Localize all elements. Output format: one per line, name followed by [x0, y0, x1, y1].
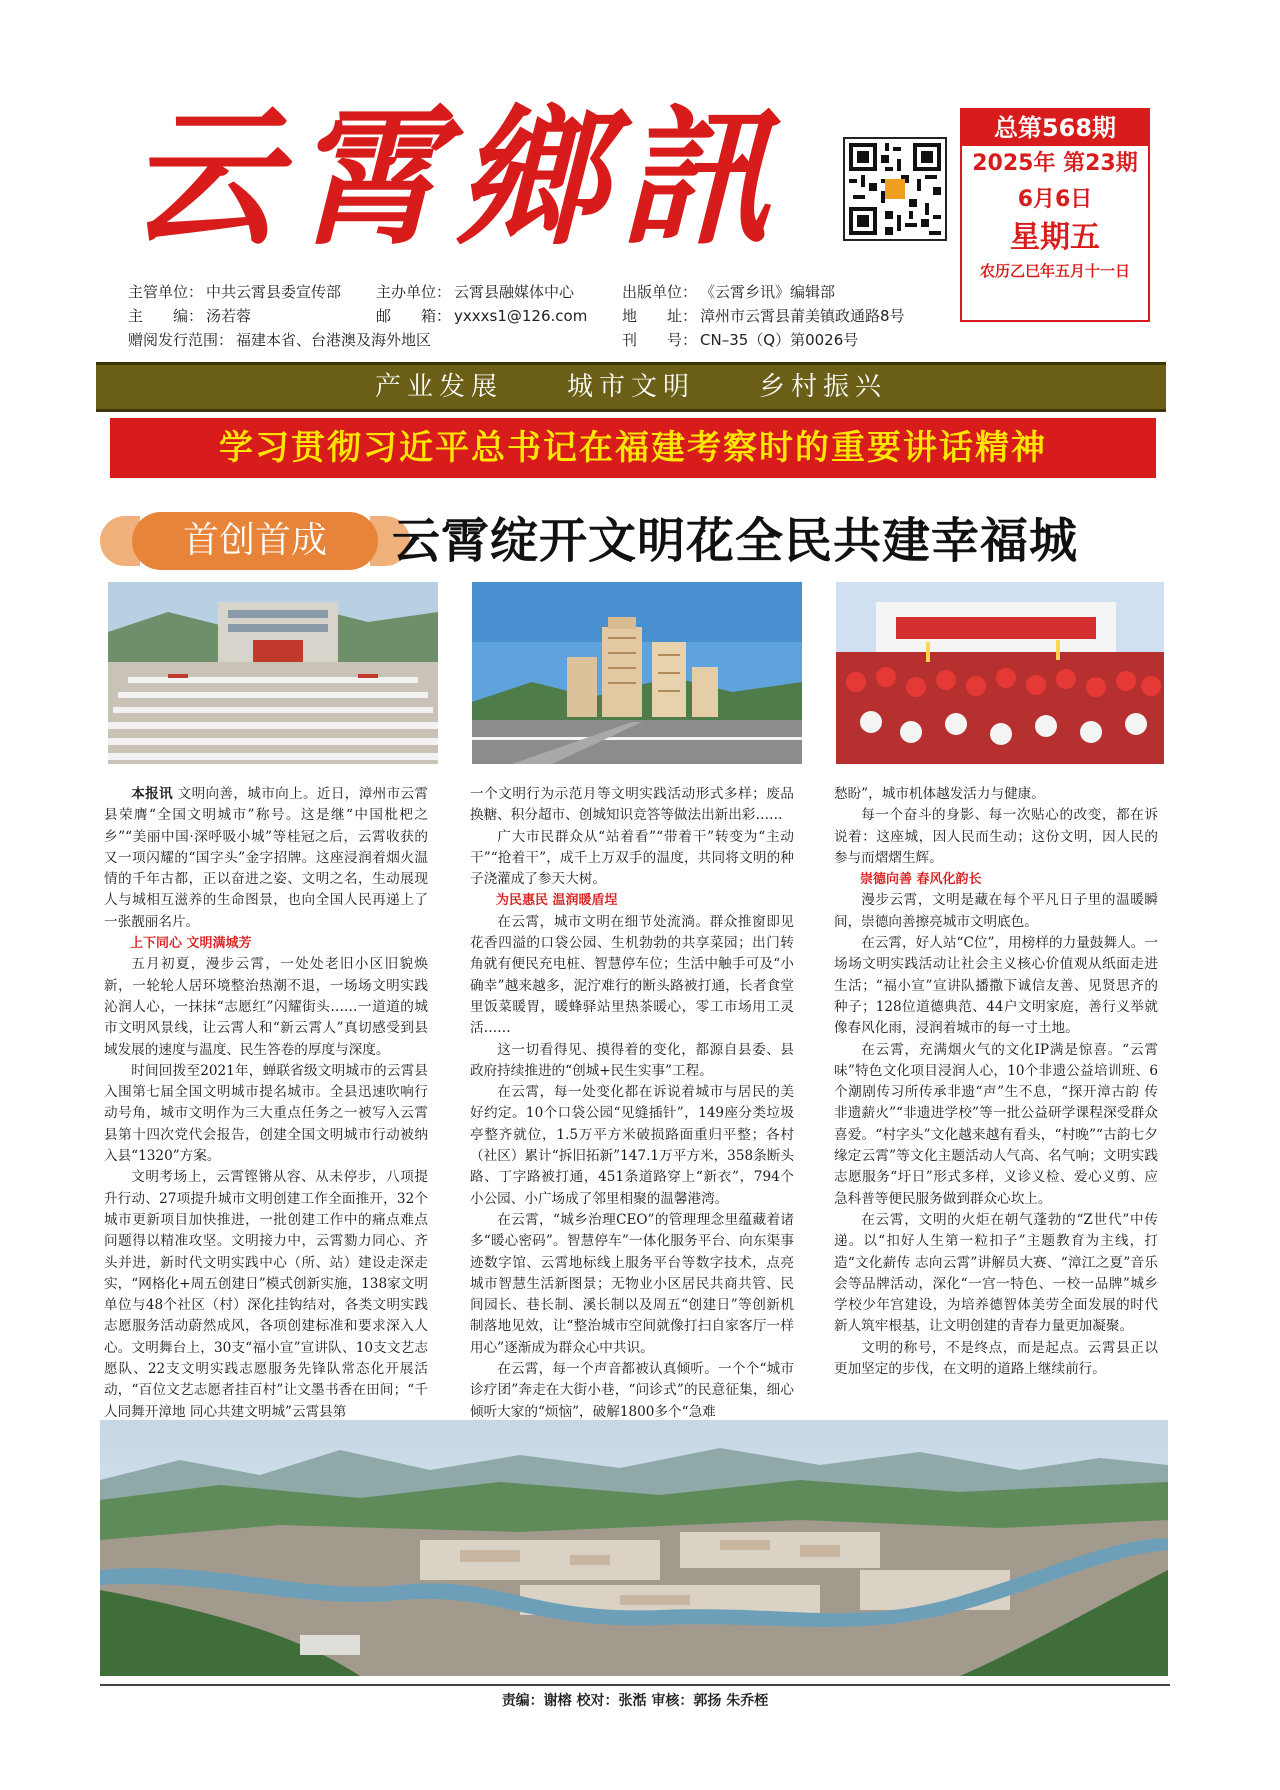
section-subheading: 为民惠民 温润暖盾埕	[496, 893, 618, 909]
issue-box	[960, 108, 1150, 322]
issue-date: 6月6日	[1017, 187, 1093, 212]
article-body	[104, 784, 1166, 1420]
sponsor: 云霄县融媒体中心	[454, 283, 575, 301]
publication-info	[128, 280, 948, 352]
email[interactable]: yxxxs1@126.com	[454, 307, 588, 325]
footer-divider	[100, 1684, 1170, 1686]
publisher: 《云霄乡讯》编辑部	[700, 283, 836, 301]
paragraph: 广大市民群众从“站着看”“带着干”转变为“主动干”“抢着干”，成千上万双手的温度，共同将文明的种子浇灌成了参天大树。	[470, 828, 794, 888]
paragraph: 文明的称号，不是终点，而是起点。云霄县正以更加坚定的步伐，在文明的道路上继续前行。	[834, 1339, 1158, 1378]
email-label: 邮 箱：	[376, 307, 452, 325]
paragraph: 在云霄，城市文明在细节处流淌。群众推窗即见花香四溢的口袋公园、生机勃勃的共享菜园；出门转角就有便民充电桩、智慧停车位；生活中触手可及“小确幸”越来越多，泥泞难行的断头路被打通，长者食堂里饭菜暖胃，暖蜂驿站里热茶暖心，零工市场用工灵活……	[470, 913, 794, 1037]
article-headline: 云霄绽开文明花全民共建幸福城	[392, 513, 1079, 569]
photo-square-gathering	[108, 582, 438, 764]
paragraph: 愁盼”，城市机体越发活力与健康。	[834, 786, 1045, 802]
section-subheading: 崇德向善 春风化韵长	[860, 872, 982, 888]
photo-city-buildings	[472, 582, 802, 764]
qr-code-icon	[845, 139, 945, 239]
serial: CN–35（Q）第0026号	[700, 331, 859, 349]
supervisor-label: 主管单位：	[128, 283, 204, 301]
sponsor-label: 主办单位：	[376, 283, 452, 301]
paragraph: 在云霄，充满烟火气的文化IP满是惊喜。“云霄味”特色文化项目浸润人心，10个非遗公益培训班、6个潮剧传习所传承非遗“声”生不息，“探开漳古韵 传非遗薪火”“非遗进学校”等一批公益研学课程深受群众喜爱。“村字头”文化越来越有看头，“村晚”“古韵七夕 缘定云霄”等文化主题活动人气高、名气响；文明实践志愿服务“圩日”形式多样，义诊义检、爱心义剪、应急科普等便民服务做到群众心坎上。	[834, 1041, 1158, 1207]
distribution: 福建本省、台港澳及海外地区	[236, 331, 432, 349]
article-column-3	[834, 784, 1158, 1380]
paragraph: 每一个奋斗的身影、每一次贴心的改变，都在诉说着：这座城，因人民而生动；这份文明，因人民的参与而熠熠生辉。	[834, 807, 1158, 866]
paragraph: 文明考场上，云霄铿锵从容、从未停步，八项提升行动、27项提升城市文明创建工作全面推开，32个城市更新项目加快推进，一批创建工作中的痛点难点问题得以精准攻坚。文明接力中，云霄勠力同心、齐头并进，新时代文明实践中心（所、站）建设走深走实，“网格化+周五创建日”模式创新实施，138家文明单位与48个社区（村）深化挂钩结对，各类文明实践志愿服务活动蔚然成风，各项创建标准和要求深入人心。文明舞台上，30支“福小宣”宣讲队、10支文艺志愿队、22支文明实践志愿服务先锋队常态化开展活动，“百位文艺志愿者挂百村”让文墨书香在田间；“千人同舞开漳地 同心共建文明城”云霄县第	[104, 1169, 428, 1420]
editor-label: 主 编：	[128, 307, 204, 325]
slogan-bar: 产业发展 城市文明 乡村振兴	[96, 362, 1166, 412]
paragraph: 这一切看得见、摸得着的变化，都源自县委、县政府持续推进的“创城+民生实事”工程。	[470, 1041, 794, 1079]
address: 漳州市云霄县莆美镇政通路8号	[700, 307, 905, 325]
publisher-label: 出版单位：	[622, 283, 698, 301]
banner-headline: 学习贯彻习近平总书记在福建考察时的重要讲话精神	[110, 418, 1156, 478]
article-column-1	[104, 784, 428, 1423]
serial-label: 刊 号：	[622, 331, 698, 349]
paragraph: 在云霄，每一个声音都被认真倾听。一个个“城市诊疗团”奔走在大街小巷，“问诊式”的民意征集，细心倾听大家的“烦恼”，破解1800多个“急难	[470, 1361, 794, 1420]
photo-volunteers-event	[836, 582, 1164, 764]
address-label: 地 址：	[622, 307, 698, 325]
masthead-title: 云霄鄉訊	[128, 90, 785, 266]
paragraph: 一个文明行为示范月等文明实践活动形式多样；废品换糖、积分超市、创城知识竞答等做法出新出彩……	[470, 786, 794, 824]
paragraph: 在云霄，好人站“C位”，用榜样的力量鼓舞人。一场场文明实践活动让社会主义核心价值观从纸面走进生活；“福小宣”宣讲队播撒下诚信友善、见贤思齐的种子；128位道德典范、44户文明家庭，善行义举就像春风化雨，浸润着城市的每一寸土地。	[834, 935, 1158, 1037]
section-subheading: 上下同心 文明满城芳	[130, 936, 252, 952]
issue-year: 2025年 第23期	[972, 151, 1138, 176]
article-column-2	[470, 784, 794, 1423]
issue-total: 总第568期	[962, 110, 1148, 146]
paragraph: 在云霄，每一处变化都在诉说着城市与居民的美好约定。10个口袋公园“见缝插针”，149座分类垃圾亭整齐就位，1.5万平方米破损路面重归平整；各村（社区）累计“拆旧拓新”147.1万平方米，358条断头路、丁字路被打通，451条道路穿上“新衣”，794个小公园、小广场成了邻里相聚的温馨港湾。	[470, 1084, 794, 1207]
paragraph: 文明向善，城市向上。近日，漳州市云霄县荣膺“全国文明城市”称号。这是继“中国枇杷之乡”“美丽中国·深呼吸小城”等桂冠之后，云霄收获的又一项闪耀的“国字头”金字招牌。这座浸润着烟火温情的千年古都，正以奋进之姿、文明之名，生动展现人与城相互滋养的生命图景，也向全国人民再递上了一张靓丽名片。	[104, 786, 429, 930]
photo-aerial-city-view	[100, 1420, 1168, 1676]
paragraph: 在云霄，“城乡治理CEO”的管理理念里蕴藏着诸多“暖心密码”。智慧停车”一体化服务平台、向东渠事迹数字馆、云霄地标线上服务平台等数字技术，点亮城市智慧生活新图景；无物业小区居民共商共管、民间园长、巷长制、溪长制以及周五“创建日”等创新机制落地见效，让“整治城市空间就像打扫自家客厅一样用心”逐渐成为群众心中共识。	[470, 1211, 794, 1356]
footer-credits: 责编：谢榕 校对：张湉 审核：郭扬 朱乔桎	[501, 1693, 769, 1709]
paragraph: 五月初夏，漫步云霄，一处处老旧小区旧貌焕新，一轮轮人居环境整治热潮不退，一场场文明实践沁润人心，一抹抹“志愿红”闪耀街头……一道道的城市文明风景线，让云霄人和“新云霄人”真切感受到县域发展的速度与温度、民生答卷的厚度与深度。	[104, 956, 428, 1058]
qr-code[interactable]	[843, 137, 947, 241]
article-tag: 首创首成	[132, 512, 378, 570]
editor: 汤若蓉	[206, 307, 252, 325]
distribution-label: 赠阅发行范围：	[128, 331, 234, 349]
paragraph: 时间回拨至2021年，蝉联省级文明城市的云霄县入围第七届全国文明城市提名城市。全县迅速吹响行动号角，城市文明作为三大重点任务之一被写入云霄县第十四次党代会报告，创建全国文明城市行动被纳入县“1320”方案。	[104, 1062, 428, 1165]
supervisor: 中共云霄县委宣传部	[206, 283, 342, 301]
paragraph: 在云霄，文明的火炬在朝气蓬勃的“Z世代”中传递。以“扣好人生第一粒扣子”主题教育为主线，打造“文化薪传 志向云霄”讲解员大赛、“漳江之夏”音乐会等品牌活动，深化“一宫一特色、一校一品牌”城乡学校少年宫建设，为培养德智体美劳全面发展的时代新人筑牢根基，让文明创建的青春力量更加凝聚。	[834, 1211, 1158, 1335]
issue-weekday: 星期五	[1010, 220, 1100, 255]
paragraph: 漫步云霄，文明是藏在每个平凡日子里的温暖瞬间，崇德向善擦亮城市文明底色。	[834, 892, 1158, 930]
article-lead: 本报讯	[131, 786, 173, 802]
issue-lunar-date: 农历乙巳年五月十一日	[979, 262, 1130, 280]
